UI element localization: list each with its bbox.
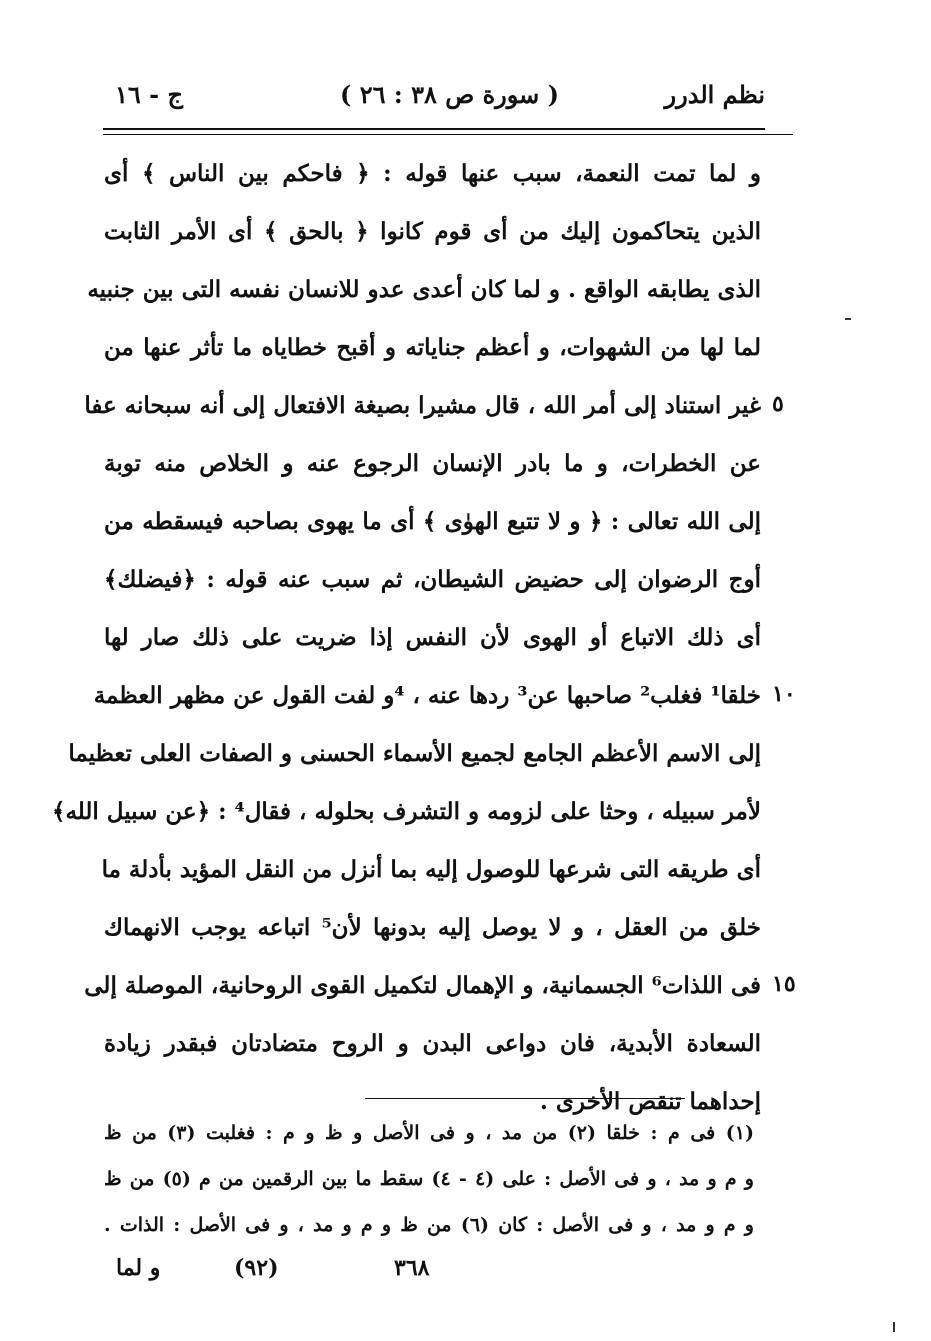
- text-line: الذين يتحاكمون إليك من أى قوم كانوا ﴿ بالحق ﴾ أى الأمر الثابت: [104, 218, 761, 245]
- catchword: و لما: [116, 1255, 161, 1281]
- footnote-rule: [365, 1098, 685, 1099]
- line-number: ١٠: [772, 681, 796, 707]
- scan-speck: [893, 1322, 895, 1332]
- text-line: السعادة الأبدية، فان دواعى البدن و الروح متضادتان فبقدر زيادة: [104, 1030, 761, 1057]
- text-line: غير استناد إلى أمر الله ، قال مشيرا بصيغة الافتعال إلى أنه سبحانه عفا: [84, 392, 761, 419]
- header-rule-thick: [103, 128, 765, 130]
- main-text: [51, 145, 761, 1131]
- text-line: أى ذلك الاتباع أو الهوى لأن النفس إذا ضريت على ذلك صار لها: [104, 624, 761, 651]
- footnote-line: (١) فى م : خلقا (٢) من مد ، و فى الأصل و ظ و م : فغلبت (٣) من ظ: [104, 1122, 754, 1144]
- text-line: لأمر سبيله ، وحثا على لزومه و التشرف بحلوله ، فقال⁴ : ﴿عن سبيل الله﴾: [51, 798, 761, 825]
- footnote-line: و م و مد ، و فى الأصل : على (٤ - ٤) سقط ما بين الرقمين من م (٥) من ظ: [104, 1168, 754, 1190]
- volume-number: ج - ١٦: [115, 80, 183, 109]
- text-line: أى طريقه التى شرعها للوصول إليه بما أنزل من النقل المؤيد بأدلة ما: [101, 856, 761, 883]
- text-line: و لما تمت النعمة، سبب عنها قوله : ﴿ فاحكم بين الناس ﴾ أى: [104, 160, 761, 187]
- text-line: عن الخطرات، و ما بادر الإنسان الرجوع عنه و الخلاص منه توبة: [104, 450, 761, 477]
- running-header: [105, 80, 765, 124]
- footnote-line: و م و مد ، و فى الأصل : كان (٦) من ظ و م و مد ، و فى الأصل : الذات .: [104, 1214, 754, 1236]
- text-line: إلى الله تعالى : ﴿ و لا تتبع الهوٰى ﴾ أى ما يهوى بصاحبه فيسقطه من: [104, 508, 761, 535]
- text-line: خلقا¹ فغلب² صاحبها عن³ ردها عنه ، ⁴و لفت القول عن مظهر العظمة: [93, 682, 761, 709]
- text-line: الذى يطابقه الواقع . و لما كان أعدى عدو للانسان نفسه التى بين جنبيه: [87, 276, 761, 303]
- signature-mark: (٩٢): [234, 1255, 279, 1281]
- line-number: ١٥: [772, 971, 796, 997]
- page-footer: [104, 1255, 764, 1295]
- footnotes: [104, 1110, 754, 1248]
- page-number: ٣٦٨: [394, 1255, 430, 1281]
- text-line: فى اللذات⁶ الجسمانية، و الإهمال لتكميل القوى الروحانية، الموصلة إلى: [84, 972, 761, 999]
- text-line: أوج الرضوان إلى حضيض الشيطان، ثم سبب عنه قوله : ﴿فيضلك﴾: [104, 566, 761, 593]
- text-line: إحداهما تنقص الأخرى .: [539, 1088, 761, 1115]
- header-rule-thin: [103, 134, 793, 135]
- text-line: خلق من العقل ، و لا يوصل إليه بدونها لأن⁵ اتباعه يوجب الانهماك: [104, 914, 761, 941]
- text-line: إلى الاسم الأعظم الجامع لجميع الأسماء الحسنى و الصفات العلى تعظيما: [68, 740, 761, 767]
- text-line: لما لها من الشهوات، و أعظم جناياته و أقبح خطاياه ما تأثر عنها من: [104, 334, 761, 361]
- scan-speck: [845, 318, 851, 320]
- book-title: نظم الدرر: [664, 80, 765, 109]
- line-number: ٥: [772, 391, 784, 417]
- surah-reference: ( سورة ص ٣٨ : ٢٦ ): [340, 80, 559, 109]
